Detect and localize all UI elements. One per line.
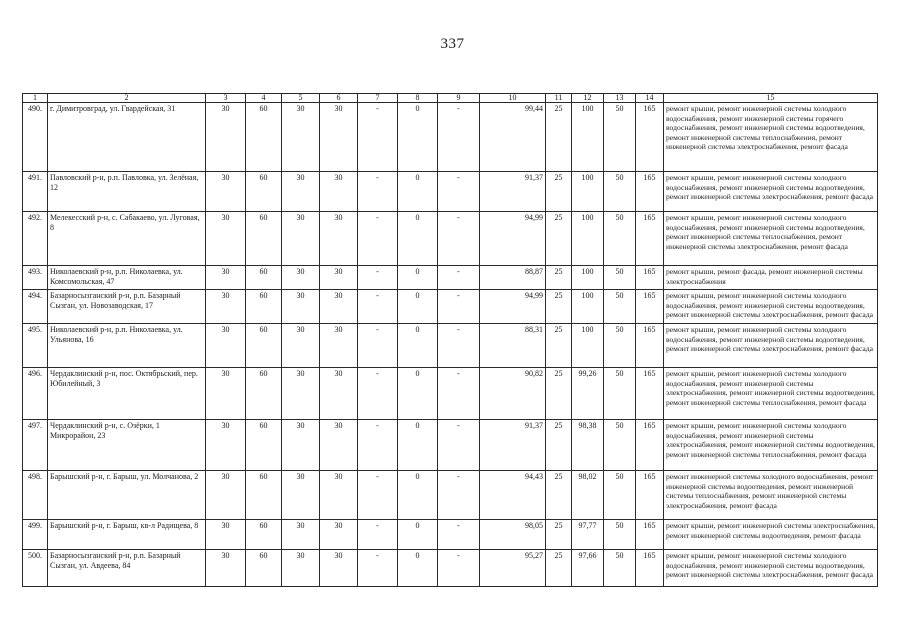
cell-c4: 60	[246, 266, 282, 290]
cell-c8: 0	[398, 290, 438, 324]
cell-c8: 0	[398, 471, 438, 520]
cell-c12: 100	[572, 266, 604, 290]
cell-c3: 30	[206, 368, 246, 420]
cell-c8: 0	[398, 172, 438, 212]
cell-c12: 98,38	[572, 420, 604, 471]
cell-c12: 100	[572, 172, 604, 212]
cell-c6: 30	[320, 471, 358, 520]
cell-c4: 60	[246, 471, 282, 520]
cell-c8: 0	[398, 550, 438, 587]
cell-c5: 30	[282, 550, 320, 587]
cell-address: Базарносызганский р-н, р.п. Базарный Сызган, ул. Авдеева, 84	[48, 550, 206, 587]
cell-c14: 165	[636, 420, 664, 471]
cell-c6: 30	[320, 290, 358, 324]
cell-address: Чердаклинский р-н, с. Озёрки, 1 Микрорайон, 23	[48, 420, 206, 471]
cell-c14: 165	[636, 266, 664, 290]
cell-c3: 30	[206, 471, 246, 520]
cell-c4: 60	[246, 290, 282, 324]
cell-c4: 60	[246, 172, 282, 212]
cell-c7: -	[358, 266, 398, 290]
cell-c5: 30	[282, 368, 320, 420]
cell-c5: 30	[282, 290, 320, 324]
cell-c13: 50	[604, 266, 636, 290]
cell-c3: 30	[206, 550, 246, 587]
cell-c4: 60	[246, 368, 282, 420]
cell-c11: 25	[546, 212, 572, 266]
cell-c11: 25	[546, 471, 572, 520]
cell-c12: 100	[572, 103, 604, 172]
cell-c9: -	[438, 103, 480, 172]
cell-c4: 60	[246, 324, 282, 368]
column-header: 12	[572, 94, 604, 103]
cell-c11: 25	[546, 324, 572, 368]
table-row	[23, 324, 878, 368]
cell-num: 493.	[23, 266, 48, 290]
cell-c9: -	[438, 471, 480, 520]
cell-works: ремонт инженерной системы холодного водоснабжения, ремонт инженерной системы водоотведения, ремонт инженерной системы теплоснабжения, ремонт инженерной системы электроснабжения, ремонт фасада	[664, 471, 878, 520]
column-header: 10	[480, 94, 546, 103]
column-header: 6	[320, 94, 358, 103]
cell-c7: -	[358, 471, 398, 520]
cell-num: 498.	[23, 471, 48, 520]
cell-c7: -	[358, 550, 398, 587]
cell-c6: 30	[320, 550, 358, 587]
cell-c10: 91,37	[480, 420, 546, 471]
cell-works: ремонт крыши, ремонт инженерной системы холодного водоснабжения, ремонт инженерной системы водоотведения, ремонт инженерной системы электроснабжения, ремонт фасада	[664, 290, 878, 324]
cell-c14: 165	[636, 212, 664, 266]
cell-c5: 30	[282, 266, 320, 290]
cell-address: Чердаклинский р-н, пос. Октябрьский, пер. Юбилейный, 3	[48, 368, 206, 420]
cell-c11: 25	[546, 520, 572, 550]
cell-num: 500.	[23, 550, 48, 587]
column-header: 11	[546, 94, 572, 103]
cell-c3: 30	[206, 212, 246, 266]
table-row	[23, 420, 878, 471]
cell-c9: -	[438, 550, 480, 587]
cell-c3: 30	[206, 172, 246, 212]
cell-c13: 50	[604, 324, 636, 368]
cell-c10: 98,05	[480, 520, 546, 550]
cell-c9: -	[438, 520, 480, 550]
cell-c11: 25	[546, 266, 572, 290]
cell-c13: 50	[604, 420, 636, 471]
cell-c4: 60	[246, 103, 282, 172]
cell-address: г. Димитровград, ул. Гвардейская, 31	[48, 103, 206, 172]
cell-address: Николаевский р-н, р.п. Николаевка, ул. Комсомольская, 47	[48, 266, 206, 290]
cell-c4: 60	[246, 550, 282, 587]
cell-c13: 50	[604, 368, 636, 420]
cell-num: 497.	[23, 420, 48, 471]
cell-c5: 30	[282, 420, 320, 471]
cell-c6: 30	[320, 520, 358, 550]
cell-c14: 165	[636, 471, 664, 520]
cell-c10: 90,82	[480, 368, 546, 420]
cell-c7: -	[358, 520, 398, 550]
cell-works: ремонт крыши, ремонт инженерной системы холодного водоснабжения, ремонт инженерной системы водоотведения, ремонт инженерной системы электроснабжения, ремонт фасада	[664, 172, 878, 212]
cell-c10: 99,44	[480, 103, 546, 172]
cell-c5: 30	[282, 471, 320, 520]
cell-c14: 165	[636, 368, 664, 420]
cell-c4: 60	[246, 520, 282, 550]
cell-address: Базарносызганский р-н, р.п. Базарный Сызган, ул. Новозаводская, 17	[48, 290, 206, 324]
cell-works: ремонт крыши, ремонт инженерной системы холодного водоснабжения, ремонт инженерной системы электроснабжения, ремонт инженерной системы водоотведения, ремонт инженерной системы теплоснабжения, ремонт фасада	[664, 420, 878, 471]
table-row	[23, 103, 878, 172]
column-header: 13	[604, 94, 636, 103]
cell-c11: 25	[546, 172, 572, 212]
column-header: 14	[636, 94, 664, 103]
cell-c8: 0	[398, 520, 438, 550]
cell-c11: 25	[546, 290, 572, 324]
cell-c6: 30	[320, 420, 358, 471]
cell-c11: 25	[546, 368, 572, 420]
table-row	[23, 172, 878, 212]
cell-c7: -	[358, 420, 398, 471]
cell-c3: 30	[206, 290, 246, 324]
cell-num: 492.	[23, 212, 48, 266]
cell-c14: 165	[636, 324, 664, 368]
cell-address: Барышский р-н, г. Барыш, ул. Молчанова, 2	[48, 471, 206, 520]
table-row	[23, 550, 878, 587]
cell-c12: 97,66	[572, 550, 604, 587]
cell-c12: 100	[572, 290, 604, 324]
cell-c14: 165	[636, 172, 664, 212]
cell-c10: 91,37	[480, 172, 546, 212]
cell-c11: 25	[546, 103, 572, 172]
column-header: 3	[206, 94, 246, 103]
cell-works: ремонт крыши, ремонт инженерной системы электроснабжения, ремонт инженерной системы водоотведения, ремонт фасада	[664, 520, 878, 550]
column-header: 9	[438, 94, 480, 103]
cell-c6: 30	[320, 172, 358, 212]
cell-works: ремонт крыши, ремонт инженерной системы холодного водоснабжения, ремонт инженерной системы водоотведения, ремонт инженерной системы электроснабжения, ремонт фасада	[664, 324, 878, 368]
cell-c10: 88,31	[480, 324, 546, 368]
cell-c14: 165	[636, 103, 664, 172]
cell-num: 490.	[23, 103, 48, 172]
cell-c13: 50	[604, 550, 636, 587]
cell-c10: 95,27	[480, 550, 546, 587]
cell-c8: 0	[398, 420, 438, 471]
cell-c7: -	[358, 324, 398, 368]
cell-c7: -	[358, 172, 398, 212]
cell-c9: -	[438, 324, 480, 368]
cell-c7: -	[358, 290, 398, 324]
cell-c3: 30	[206, 266, 246, 290]
cell-c5: 30	[282, 172, 320, 212]
cell-works: ремонт крыши, ремонт фасада, ремонт инженерной системы электроснабжения	[664, 266, 878, 290]
cell-c3: 30	[206, 324, 246, 368]
cell-c7: -	[358, 368, 398, 420]
cell-c6: 30	[320, 212, 358, 266]
cell-address: Барышский р-н, г. Барыш, кв-л Радищева, 8	[48, 520, 206, 550]
column-header: 5	[282, 94, 320, 103]
cell-c12: 100	[572, 324, 604, 368]
cell-c3: 30	[206, 420, 246, 471]
cell-c13: 50	[604, 212, 636, 266]
cell-c8: 0	[398, 266, 438, 290]
cell-c8: 0	[398, 103, 438, 172]
table-row	[23, 290, 878, 324]
cell-c3: 30	[206, 520, 246, 550]
cell-c9: -	[438, 290, 480, 324]
cell-c6: 30	[320, 368, 358, 420]
column-header: 4	[246, 94, 282, 103]
cell-c8: 0	[398, 368, 438, 420]
cell-c5: 30	[282, 212, 320, 266]
table-row	[23, 520, 878, 550]
cell-num: 494.	[23, 290, 48, 324]
cell-c10: 94,99	[480, 212, 546, 266]
column-header: 15	[664, 94, 878, 103]
cell-c5: 30	[282, 520, 320, 550]
table-row	[23, 212, 878, 266]
cell-num: 499.	[23, 520, 48, 550]
cell-c8: 0	[398, 324, 438, 368]
cell-c12: 99,26	[572, 368, 604, 420]
cell-c4: 60	[246, 420, 282, 471]
cell-c13: 50	[604, 290, 636, 324]
cell-c6: 30	[320, 103, 358, 172]
cell-num: 496.	[23, 368, 48, 420]
table-row	[23, 471, 878, 520]
table-row	[23, 266, 878, 290]
cell-works: ремонт крыши, ремонт инженерной системы холодного водоснабжения, ремонт инженерной системы горячего водоснабжения, ремонт инженерной системы водоотведения, ремонт инженерной системы теплоснабжения, ремонт инженерной системы электроснабжения, ремонт фасада	[664, 103, 878, 172]
column-header: 2	[48, 94, 206, 103]
cell-c9: -	[438, 266, 480, 290]
cell-works: ремонт крыши, ремонт инженерной системы холодного водоснабжения, ремонт инженерной системы водоотведения, ремонт инженерной системы теплоснабжения, ремонт инженерной системы электроснабжения, ремонт фасада	[664, 212, 878, 266]
cell-c13: 50	[604, 520, 636, 550]
cell-c13: 50	[604, 471, 636, 520]
page-number: 337	[440, 36, 465, 52]
cell-c10: 94,99	[480, 290, 546, 324]
cell-address: Павловский р-н, р.п. Павловка, ул. Зелёная, 12	[48, 172, 206, 212]
cell-works: ремонт крыши, ремонт инженерной системы холодного водоснабжения, ремонт инженерной системы водоотведения, ремонт инженерной системы электроснабжения, ремонт фасада	[664, 550, 878, 587]
cell-c11: 25	[546, 550, 572, 587]
cell-c6: 30	[320, 266, 358, 290]
register-table	[22, 93, 878, 587]
cell-c13: 50	[604, 103, 636, 172]
column-header: 1	[23, 94, 48, 103]
cell-c9: -	[438, 420, 480, 471]
cell-c11: 25	[546, 420, 572, 471]
cell-c6: 30	[320, 324, 358, 368]
cell-c3: 30	[206, 103, 246, 172]
column-number-row	[23, 94, 878, 103]
cell-c5: 30	[282, 103, 320, 172]
cell-address: Николаевский р-н, р.п. Николаевка, ул. Ульянова, 16	[48, 324, 206, 368]
cell-num: 491.	[23, 172, 48, 212]
table-row	[23, 368, 878, 420]
cell-c7: -	[358, 212, 398, 266]
cell-c12: 98,02	[572, 471, 604, 520]
cell-c7: -	[358, 103, 398, 172]
cell-c12: 97,77	[572, 520, 604, 550]
cell-num: 495.	[23, 324, 48, 368]
cell-address: Мелекесский р-н, с. Сабакаево, ул. Луговая, 8	[48, 212, 206, 266]
cell-c9: -	[438, 212, 480, 266]
column-header: 7	[358, 94, 398, 103]
cell-c13: 50	[604, 172, 636, 212]
cell-c14: 165	[636, 550, 664, 587]
cell-c5: 30	[282, 324, 320, 368]
cell-c10: 94,43	[480, 471, 546, 520]
cell-c14: 165	[636, 520, 664, 550]
column-header: 8	[398, 94, 438, 103]
cell-c9: -	[438, 368, 480, 420]
cell-c12: 100	[572, 212, 604, 266]
cell-c10: 88,87	[480, 266, 546, 290]
cell-works: ремонт крыши, ремонт инженерной системы холодного водоснабжения, ремонт инженерной системы электроснабжения, ремонт инженерной системы водоотведения, ремонт инженерной системы теплоснабжения, ремонт фасада	[664, 368, 878, 420]
cell-c14: 165	[636, 290, 664, 324]
cell-c8: 0	[398, 212, 438, 266]
cell-c9: -	[438, 172, 480, 212]
cell-c4: 60	[246, 212, 282, 266]
